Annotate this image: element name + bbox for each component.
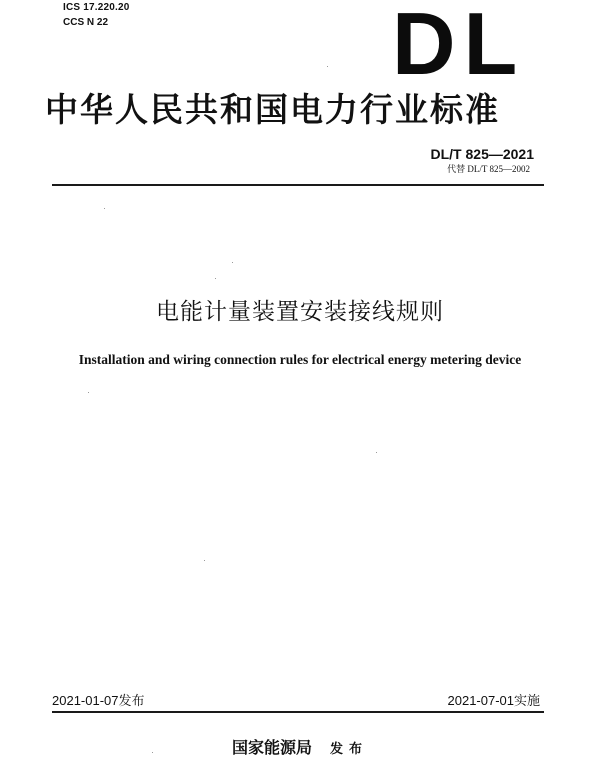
ccs-code: CCS N 22: [63, 17, 109, 28]
issue-date: 2021-01-07发布: [52, 693, 145, 708]
standard-number: DL/T 825—2021: [430, 146, 534, 162]
top-divider: [52, 184, 544, 186]
publisher-line: [0, 735, 600, 758]
scan-speck: [327, 66, 328, 67]
dl-logo: DL: [392, 0, 526, 93]
scan-speck: [376, 452, 377, 453]
scan-speck: [204, 560, 205, 561]
scan-speck: [215, 278, 216, 279]
implementation-date: 2021-07-01实施: [447, 693, 540, 708]
scan-speck: [232, 262, 233, 263]
scan-speck: [104, 208, 105, 209]
standard-replaces: 代替 DL/T 825—2002: [447, 164, 530, 174]
document-title-english: Installation and wiring connection rules for electrical energy metering device: [78, 352, 522, 367]
scan-speck: [152, 752, 153, 753]
document-title-chinese: 电能计量装置安装接线规则: [156, 299, 444, 325]
publisher-name: 国家能源局: [231, 738, 312, 757]
organization-title: 中华人民共和国电力行业标准: [45, 90, 500, 129]
scan-speck: [88, 392, 89, 393]
publisher-action: 发布: [330, 742, 369, 757]
bottom-divider: [52, 711, 544, 713]
ics-code: ICS 17.220.20: [63, 2, 130, 13]
